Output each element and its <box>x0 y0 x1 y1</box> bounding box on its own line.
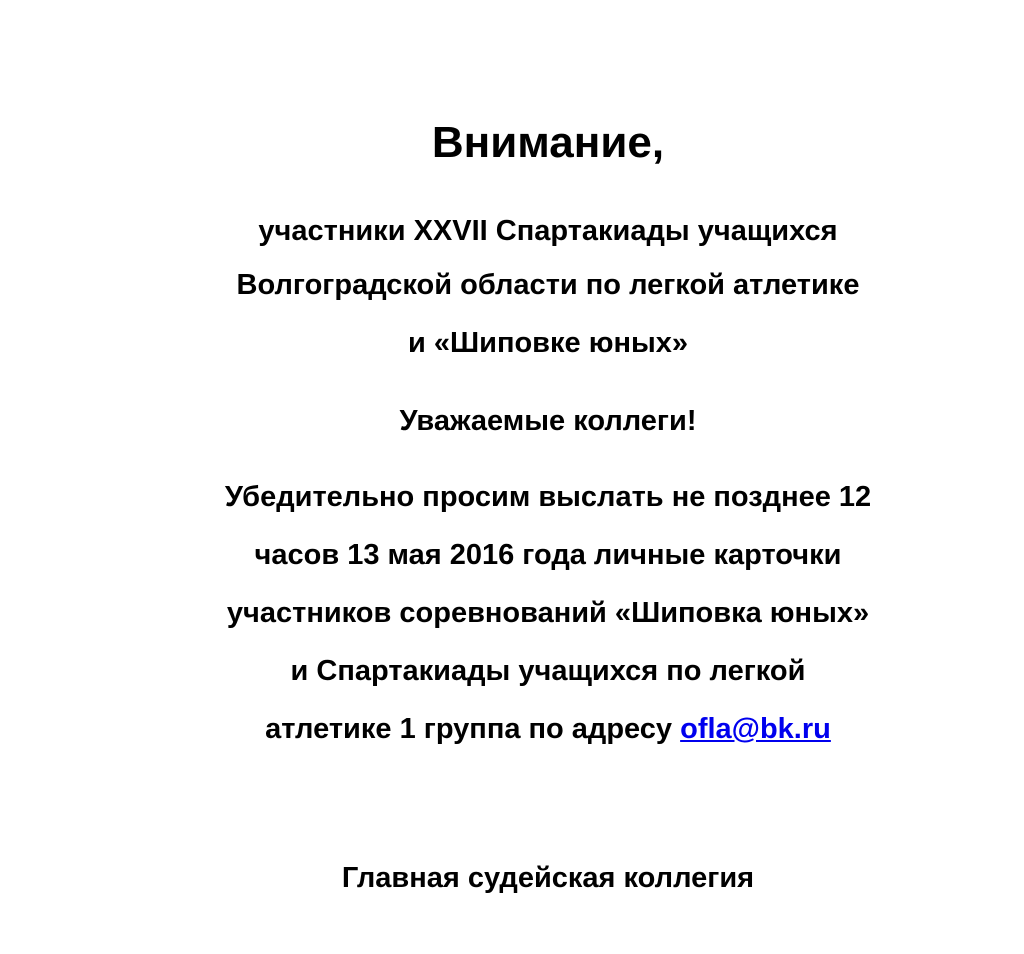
email-link[interactable]: ofla@bk.ru <box>680 713 831 745</box>
body-line-1: Убедительно просим выслать не позднее 12 <box>224 481 872 513</box>
subtitle-line-2: Волгоградской области по легкой атлетике <box>236 269 860 301</box>
body-line-3: участников соревнований «Шиповка юных» <box>226 597 870 629</box>
greeting: Уважаемые коллеги! <box>399 405 697 437</box>
signature: Главная судейская коллегия <box>341 862 755 894</box>
subtitle-line-3: и «Шиповке юных» <box>407 327 689 359</box>
notice-title: Внимание, <box>431 118 665 167</box>
subtitle-line-1: участники XXVII Спартакиады учащихся <box>258 215 838 247</box>
body-line-5 <box>130 709 966 749</box>
body-line-2: часов 13 мая 2016 года личные карточки <box>254 539 842 571</box>
address-prefix: атлетике 1 группа по адресу <box>265 713 681 745</box>
body-line-4: и Спартакиады учащихся по легкой <box>290 655 806 687</box>
